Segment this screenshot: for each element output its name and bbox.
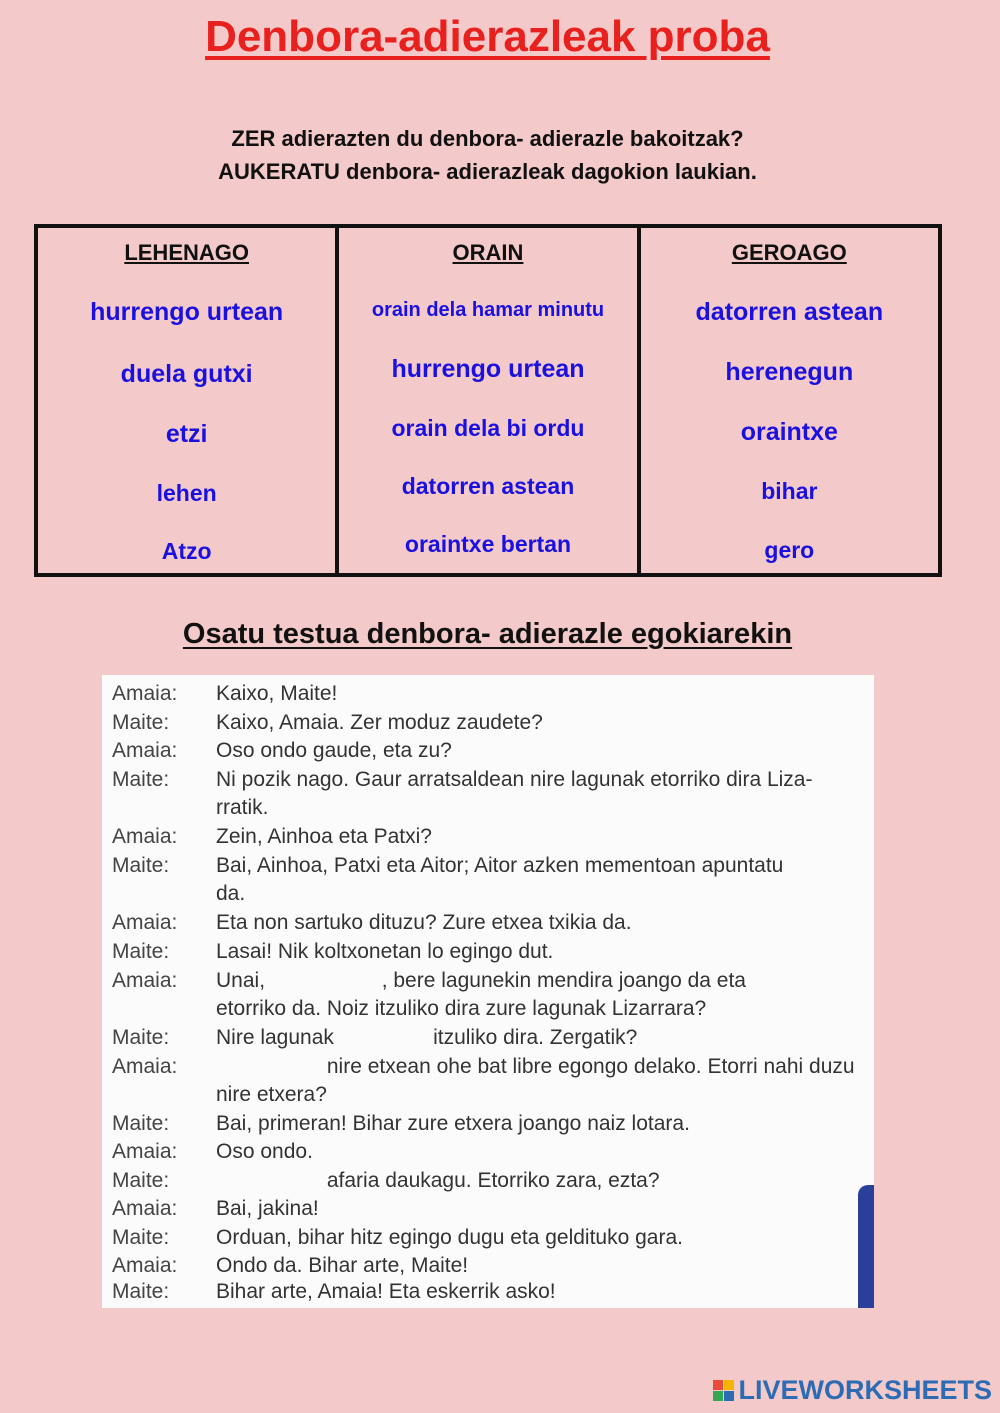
dialog-line (112, 739, 864, 767)
dialog-line (112, 1140, 864, 1168)
dialog-speaker: Maite: (112, 1226, 170, 1249)
drag-chip[interactable]: oraintxe bertan (404, 531, 572, 557)
dialog-text: rratik. (216, 796, 269, 819)
dialog-text: Zein, Ainhoa eta Patxi? (216, 825, 432, 848)
drag-chip[interactable]: orain dela bi ordu (391, 415, 585, 441)
dialog-text: Bai, jakina! (216, 1197, 319, 1220)
column-orain[interactable] (339, 228, 640, 573)
dialog-text: etorriko da. Noiz itzuliko dira zure lagunak Lizarrara? (216, 997, 707, 1020)
drag-chip[interactable]: bihar (761, 478, 818, 504)
dialog-line (112, 1280, 864, 1308)
column-geroago[interactable] (641, 228, 938, 573)
column-header: GEROAGO (731, 240, 847, 265)
dialog-line (112, 940, 864, 968)
dialog-line (112, 1055, 864, 1083)
column-header: LEHENAGO (124, 240, 249, 265)
dialog-text: afaria daukagu. Etorriko zara, ezta? (216, 1169, 660, 1192)
instruction-line-2: AUKERATU denbora- adierazleak dagokion laukian. (218, 159, 757, 184)
dialog-speaker: Maite: (112, 768, 170, 791)
dialog-text: Kaixo, Maite! (216, 682, 338, 705)
drag-chip[interactable]: oraintxe (740, 418, 838, 446)
dialog-speaker: Amaia: (112, 1140, 178, 1163)
drag-chip[interactable]: datorren astean (695, 298, 884, 326)
dialog-speaker: Maite: (112, 1280, 170, 1303)
logo-text: LIVEWORKSHEETS (738, 1374, 992, 1405)
dialog-speaker: Amaia: (112, 1055, 178, 1078)
drag-chip[interactable]: hurrengo urtean (90, 298, 284, 326)
drag-chip[interactable]: datorren astean (401, 473, 575, 499)
drag-chip[interactable]: orain dela hamar minutu (371, 299, 605, 321)
dialog-speaker: Amaia: (112, 911, 178, 934)
dialog-speaker: Maite: (112, 1169, 170, 1192)
dialog-speaker: Maite: (112, 940, 170, 963)
logo-icon (713, 1380, 734, 1401)
dialog-text: Ni pozik nago. Gaur arratsaldean nire lagunak etorriko dira Liza- (216, 768, 813, 791)
column-header: ORAIN (452, 240, 524, 265)
dialog-line (112, 768, 864, 796)
drag-chip[interactable]: herenegun (725, 358, 854, 386)
dialog-speaker: Maite: (112, 1026, 170, 1049)
dialog-line (112, 1083, 864, 1111)
dialog-text: Bai, Ainhoa, Patxi eta Aitor; Aitor azken mementoan apuntatu (216, 854, 784, 877)
instruction-line-1: ZER adierazten du denbora- adierazle bakoitzak? (231, 126, 744, 151)
dialog-image (102, 675, 874, 1308)
drag-chip[interactable]: lehen (156, 480, 217, 506)
dialog-line (112, 796, 864, 824)
dialog-speaker: Maite: (112, 854, 170, 877)
dialog-speaker: Amaia: (112, 682, 178, 705)
dialog-text: Oso ondo. (216, 1140, 313, 1163)
dialog-line (112, 1197, 864, 1225)
dialog-line (112, 1026, 864, 1054)
dialog-line (112, 1254, 864, 1282)
dialog-text: Unai, , bere lagunekin mendira joango da eta (216, 969, 746, 992)
drag-chip[interactable]: etzi (165, 420, 208, 448)
column-lehenago[interactable] (38, 228, 339, 573)
dialog-text: Kaixo, Amaia. Zer moduz zaudete? (216, 711, 543, 734)
sorting-table (34, 224, 942, 577)
drag-chip[interactable]: gero (764, 537, 815, 563)
dialog-line (112, 1112, 864, 1140)
dialog-text: Bihar arte, Amaia! Eta eskerrik asko! (216, 1280, 556, 1303)
dialog-line (112, 911, 864, 939)
drag-chip[interactable]: Atzo (161, 538, 212, 564)
dialog-line (112, 854, 864, 882)
drag-chip[interactable]: hurrengo urtean (391, 355, 585, 383)
dialog-speaker: Maite: (112, 711, 170, 734)
dialog-text: Lasai! Nik koltxonetan lo egingo dut. (216, 940, 554, 963)
dialog-text: Nire lagunak itzuliko dira. Zergatik? (216, 1026, 638, 1049)
dialog-speaker: Amaia: (112, 739, 178, 762)
instructions (0, 122, 975, 188)
drag-chip[interactable]: duela gutxi (120, 360, 253, 388)
dialog-text: nire etxean ohe bat libre egongo delako. Etorri nahi duzu (216, 1055, 855, 1078)
dialog-line (112, 1169, 864, 1197)
dialog-text: Eta non sartuko dituzu? Zure etxea txikia da. (216, 911, 632, 934)
liveworksheets-logo (713, 1375, 992, 1405)
dialog-speaker: Amaia: (112, 1197, 178, 1220)
dialog-speaker: Maite: (112, 1112, 170, 1135)
dialog-text: Oso ondo gaude, eta zu? (216, 739, 452, 762)
dialog-speaker: Amaia: (112, 825, 178, 848)
dialog-text: nire etxera? (216, 1083, 327, 1106)
dialog-text: Ondo da. Bihar arte, Maite! (216, 1254, 469, 1277)
page-title: Denbora-adierazleak proba (205, 12, 770, 61)
dialog-line (112, 1226, 864, 1254)
section-subtitle: Osatu testua denbora- adierazle egokiarekin (182, 618, 793, 650)
dialog-line (112, 882, 864, 910)
dialog-line (112, 997, 864, 1025)
decorative-figure (858, 1185, 874, 1308)
dialog-line (112, 682, 864, 710)
dialog-line (112, 825, 864, 853)
dialog-text: Orduan, bihar hitz egingo dugu eta geldituko gara. (216, 1226, 683, 1249)
dialog-line (112, 711, 864, 739)
dialog-speaker: Amaia: (112, 1254, 178, 1277)
dialog-text: Bai, primeran! Bihar zure etxera joango naiz lotara. (216, 1112, 690, 1135)
dialog-text: da. (216, 882, 246, 905)
dialog-speaker: Amaia: (112, 969, 178, 992)
dialog-line (112, 969, 864, 997)
